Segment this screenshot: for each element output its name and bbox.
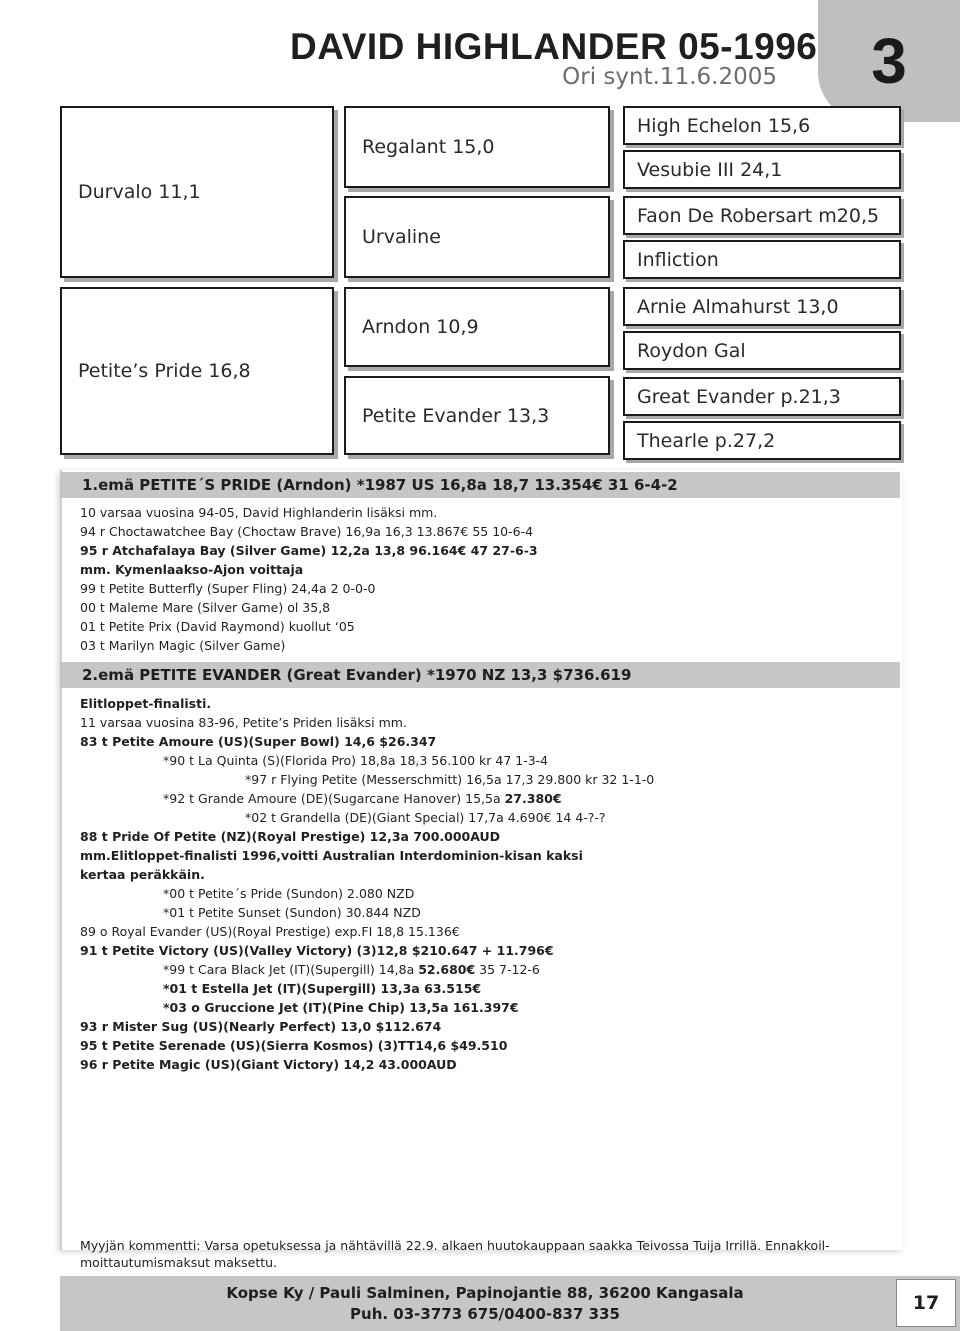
section2-text-bold: 27.380€ [504, 791, 562, 806]
footer-contact [180, 1283, 790, 1325]
section1-line: 10 varsaa vuosina 94-05, David Highlanderin lisäksi mm. [80, 505, 438, 520]
section2-line: 88 t Pride Of Petite (NZ)(Royal Prestige) 12,3a 700.000AUD [80, 829, 501, 844]
section2-line: kertaa peräkkäin. [80, 867, 205, 882]
section1-header: 1.emä PETITE´S PRIDE (Arndon) *1987 US 16,8a 18,7 13.354€ 31 6-4-2 [60, 472, 900, 498]
section2-line: mm.Elitloppet-finalisti 1996,voitti Australian Interdominion-kisan kaksi [80, 848, 583, 863]
section2-line: *01 t Estella Jet (IT)(Supergill) 13,3a 63.515€ [163, 981, 482, 996]
section1-line: 03 t Marilyn Magic (Silver Game) [80, 638, 286, 653]
pedigree-sire: Durvalo 11,1 [60, 106, 334, 278]
section2-line: Elitloppet-finalisti. [80, 696, 212, 711]
pedigree-gen3-7: Great Evander p.21,3 [623, 377, 901, 416]
pedigree-sire-dam: Urvaline [344, 196, 610, 278]
section2-line: *00 t Petite´s Pride (Sundon) 2.080 NZD [163, 886, 415, 901]
section1-line: 99 t Petite Butterfly (Super Fling) 24,4a 2 0-0-0 [80, 581, 376, 596]
horse-subtitle: Ori synt.11.6.2005 [562, 64, 777, 90]
pedigree-sire-sire: Regalant 15,0 [344, 106, 610, 188]
pedigree-gen3-6: Roydon Gal [623, 331, 901, 370]
pedigree-gen3-5: Arnie Almahurst 13,0 [623, 287, 901, 326]
section2-line: 96 r Petite Magic (US)(Giant Victory) 14,2 43.000AUD [80, 1057, 457, 1072]
section2-line: *97 r Flying Petite (Messerschmitt) 16,5a 17,3 29.800 kr 32 1-1-0 [245, 772, 655, 787]
pedigree-dam: Petite’s Pride 16,8 [60, 287, 334, 455]
section2-line: 89 o Royal Evander (US)(Royal Prestige) exp.FI 18,8 15.136€ [80, 924, 460, 939]
pedigree-gen3-8: Thearle p.27,2 [623, 421, 901, 460]
section2-line: 93 r Mister Sug (US)(Nearly Perfect) 13,0 $112.674 [80, 1019, 442, 1034]
section2-line: 91 t Petite Victory (US)(Valley Victory) (3)12,8 $210.647 + 11.796€ [80, 943, 554, 958]
section2-line: 95 t Petite Serenade (US)(Sierra Kosmos) (3)TT14,6 $49.510 [80, 1038, 508, 1053]
horse-name: DAVID HIGHLANDER 05-1996 [290, 26, 818, 67]
section2-line: 83 t Petite Amoure (US)(Super Bowl) 14,6 $26.347 [80, 734, 437, 749]
section2-line [163, 962, 540, 978]
section1-line: 94 r Choctawatchee Bay (Choctaw Brave) 16,9a 16,3 13.867€ 55 10-6-4 [80, 524, 534, 539]
section1-line: 95 r Atchafalaya Bay (Silver Game) 12,2a 13,8 96.164€ 47 27-6-3 [80, 543, 538, 558]
footer-line1: Kopse Ky / Pauli Salminen, Papinojantie 88, 36200 Kangasala [226, 1284, 744, 1302]
section2-header: 2.emä PETITE EVANDER (Great Evander) *1970 NZ 13,3 $736.619 [60, 662, 900, 688]
pedigree-gen3-3: Faon De Robersart m20,5 [623, 196, 901, 235]
section2-line: *02 t Grandella (DE)(Giant Special) 17,7a 4.690€ 14 4-?-? [245, 810, 606, 825]
section2-line: 11 varsaa vuosina 83-96, Petite’s Priden lisäksi mm. [80, 715, 407, 730]
page-number: 17 [896, 1279, 956, 1327]
section1-line: 00 t Maleme Mare (Silver Game) ol 35,8 [80, 600, 331, 615]
section1-line: mm. Kymenlaakso-Ajon voittaja [80, 562, 304, 577]
section2-text: *99 t Cara Black Jet (IT)(Supergill) 14,8a [163, 962, 419, 977]
section2-line: *01 t Petite Sunset (Sundon) 30.844 NZD [163, 905, 421, 920]
section1-line: 01 t Petite Prix (David Raymond) kuollut ‘05 [80, 619, 355, 634]
section2-line: *90 t La Quinta (S)(Florida Pro) 18,8a 18,3 56.100 kr 47 1-3-4 [163, 753, 549, 768]
section2-line: *03 o Gruccione Jet (IT)(Pine Chip) 13,5a 161.397€ [163, 1000, 519, 1015]
section2-line [163, 791, 562, 807]
pedigree-gen3-4: Infliction [623, 240, 901, 279]
pedigree-dam-dam: Petite Evander 13,3 [344, 376, 610, 455]
section2-text: *92 t Grande Amoure (DE)(Sugarcane Hanover) 15,5a [163, 791, 505, 806]
section2-text: 35 7-12-6 [475, 962, 540, 977]
pedigree-gen3-1: High Echelon 15,6 [623, 106, 901, 145]
lot-number: 3 [871, 25, 907, 97]
seller-comment: Myyjän kommentti: Varsa opetuksessa ja nähtävillä 22.9. alkaen huutokauppaan saakka Teivossa Tuija Irrillä. Ennakkoil-moittautumismaksut maksettu. [80, 1238, 830, 1270]
section2-text-bold: 52.680€ [418, 962, 476, 977]
footer-line2: Puh. 03-3773 675/0400-837 335 [350, 1305, 620, 1323]
pedigree-dam-sire: Arndon 10,9 [344, 287, 610, 367]
pedigree-gen3-2: Vesubie III 24,1 [623, 150, 901, 189]
